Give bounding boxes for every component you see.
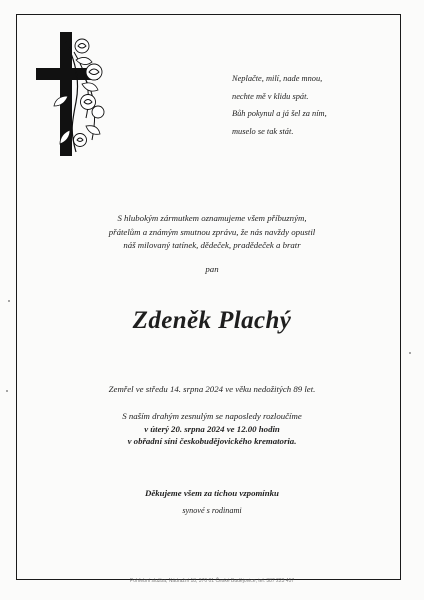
- farewell-details: [40, 410, 384, 448]
- deceased-name: Zdeněk Plachý: [132, 307, 292, 334]
- scan-speck: [6, 390, 8, 392]
- farewell-date: v úterý 20. srpna 2024 ve 12.00 hodin: [144, 423, 280, 434]
- scan-speck: [409, 352, 411, 354]
- announcement-line: náš milovaný tatínek, dědeček, pradědeček a bratr: [123, 240, 301, 250]
- cross-with-roses-icon: [36, 32, 112, 156]
- announcement-line: přátelům a známým smutnou zprávu, že nás navždy opustil: [108, 226, 316, 237]
- farewell-place: v obřadní síni českobudějovického krematoria.: [127, 436, 297, 446]
- scan-speck: [8, 300, 10, 302]
- thanks-line: Děkujeme všem za tichou vzpomínku: [145, 488, 279, 498]
- poem-line: Bůh pokynul a já šel za ním,: [232, 109, 327, 118]
- announcement: [40, 212, 384, 253]
- signature: synové s rodinami: [182, 506, 242, 515]
- poem-line: muselo se tak stát.: [232, 126, 294, 136]
- poem-line: Neplačte, milí, nade mnou,: [232, 74, 323, 83]
- poem: [232, 70, 397, 140]
- salutation: pan: [205, 264, 219, 274]
- announcement-line: S hlubokým zármutkem oznamujeme všem příbuzným,: [117, 213, 307, 223]
- poem-line: nechte mě v klidu spát.: [232, 91, 309, 101]
- death-notice: Zemřel ve středu 14. srpna 2024 ve věku nedožitých 89 let.: [108, 384, 316, 394]
- farewell-line: S naším drahým zesnulým se naposledy rozloučíme: [122, 411, 302, 421]
- funeral-service-footer: Pohřební služba, Nádražní 18, 370 01 České Budějovice, tel. 387 223 457: [129, 578, 295, 584]
